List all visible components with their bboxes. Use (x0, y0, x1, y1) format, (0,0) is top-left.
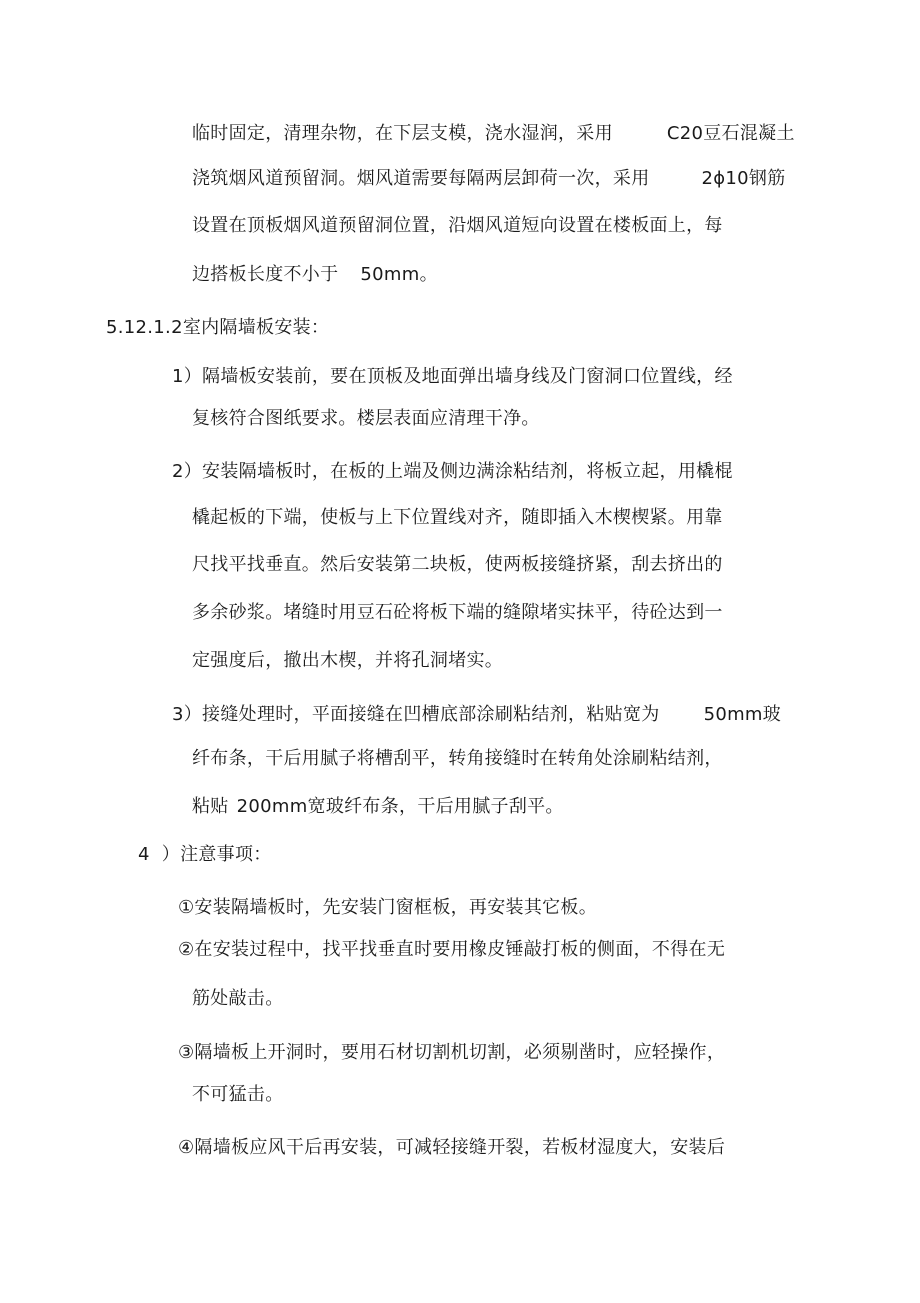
text-segment: 50mm。 (360, 264, 438, 285)
section-heading: 5.12.1.2室内隔墙板安装： (106, 317, 330, 338)
text-segment: 边搭板长度不小于 (192, 264, 339, 285)
note-line: 筋处敲击。 (192, 988, 284, 1009)
item-number: 4 (138, 844, 150, 865)
list-item-line: 2）安装隔墙板时，在板的上端及侧边满涂粘结剂，将板立起，用橇棍 (172, 461, 733, 482)
text-segment: 临时固定，清理杂物，在下层支模，浇水湿润，采用 (192, 123, 613, 144)
paragraph-line: 设置在顶板烟风道预留洞位置，沿烟风道短向设置在楼板面上，每 (192, 215, 723, 236)
list-item-line (172, 703, 781, 727)
list-item-line: 尺找平找垂直。然后安装第二块板，使两板接缝挤紧，刮去挤出的 (192, 554, 723, 575)
text-segment: 浇筑烟风道预留洞。烟风道需要每隔两层卸荷一次，采用 (192, 168, 650, 189)
paragraph-line (192, 167, 786, 191)
text-segment: 50mm玻 (703, 704, 782, 725)
list-item-line: 橇起板的下端，使板与上下位置线对齐，随即插入木楔楔紧。用靠 (192, 507, 723, 528)
text-segment: C20豆石混凝土 (666, 123, 795, 144)
note-line: 不可猛击。 (192, 1084, 284, 1105)
note-line: ②在安装过程中，找平找垂直时要用橡皮锤敲打板的侧面，不得在无 (178, 939, 726, 960)
text-segment: ）注意事项： (161, 844, 272, 865)
list-item-line: 复核符合图纸要求。楼层表面应清理干净。 (192, 408, 540, 429)
list-item-line: 多余砂浆。堵缝时用豆石砼将板下端的缝隙堵实抹平，待砼达到一 (192, 602, 723, 623)
text-segment: 2ϕ10钢筋 (701, 168, 786, 189)
paragraph-line (192, 263, 438, 287)
list-item-line (138, 843, 272, 867)
text-segment: 粘贴 (192, 796, 229, 817)
list-item-line: 纤布条，干后用腻子将槽刮平，转角接缝时在转角处涂刷粘结剂， (192, 748, 723, 769)
note-line: ③隔墙板上开洞时，要用石材切割机切割，必须剔凿时，应轻操作， (178, 1042, 726, 1063)
list-item-line: 定强度后，撤出木楔，并将孔洞堵实。 (192, 650, 504, 671)
note-line: ④隔墙板应风干后再安装，可减轻接缝开裂，若板材湿度大，安装后 (178, 1137, 726, 1158)
text-segment: 200mm宽玻纤布条，干后用腻子刮平。 (236, 796, 564, 817)
text-segment: 3）接缝处理时，平面接缝在凹槽底部涂刷粘结剂，粘贴宽为 (172, 704, 660, 725)
list-item-line (192, 795, 564, 819)
note-line: ①安装隔墙板时，先安装门窗框板，再安装其它板。 (178, 897, 598, 918)
list-item-line: 1）隔墙板安装前，要在顶板及地面弹出墙身线及门窗洞口位置线，经 (172, 366, 733, 387)
paragraph-line (192, 122, 795, 146)
